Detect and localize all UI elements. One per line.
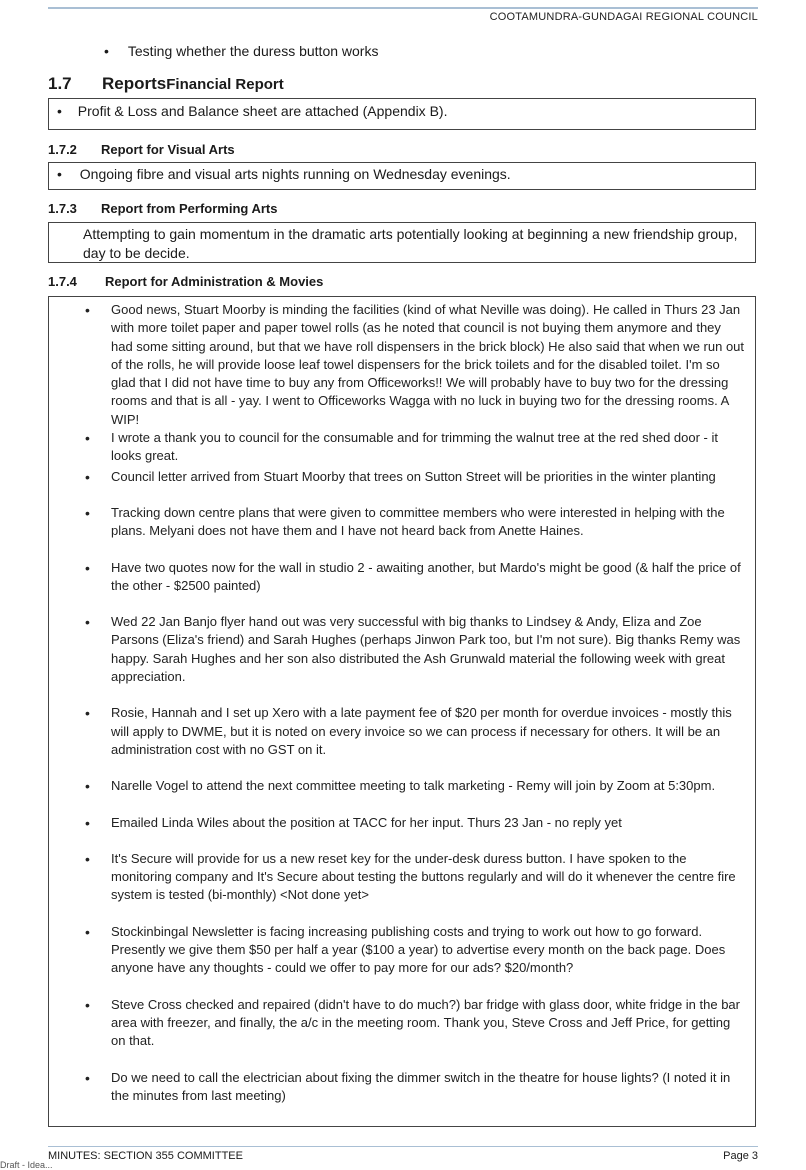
list-item: • Stockinbingal Newsletter is facing increasing publishing costs and trying to work out how to go forward. Presently we give them $50 per half a year ($100 a year) to advertise every month on the back page. Does anyone have any thoughts - could we offer to pay more for our ads? $20/month? <box>49 923 755 978</box>
bullet-icon: • <box>57 103 62 119</box>
list-item: • Have two quotes now for the wall in studio 2 - awaiting another, but Mardo's might be good (& half the price of the other - $2500 painted) <box>49 559 755 596</box>
visual-arts-item <box>49 166 755 182</box>
top-bullet-text: Testing whether the duress button works <box>127 43 379 59</box>
header-rule <box>48 7 758 9</box>
financial-report-item <box>49 103 755 119</box>
page-number: Page 3 <box>723 1150 758 1162</box>
list-item: • Wed 22 Jan Banjo flyer hand out was very successful with big thanks to Lindsey & Andy, Eliza and Zoe Parsons (Eliza's friend) and Sarah Hughes (perhaps Jinwon Park too, but I'm not sure). Big thanks Remy was happy. Sarah Hughes and her son also distributed the Ash Grunwald material the following week with great appreciation. <box>49 613 755 686</box>
section-subtitle: Financial Report <box>166 76 284 93</box>
performing-arts-title: Report from Performing Arts <box>101 201 278 216</box>
visual-arts-heading <box>48 142 235 157</box>
list-item: • It's Secure will provide for us a new reset key for the under-desk duress button. I have spoken to the monitoring company and It's Secure about testing the buttons regularly and will do it whenever the centre fire system is tested (bi-monthly) <Not done yet> <box>49 850 755 905</box>
admin-movies-number: 1.7.4 <box>48 274 77 289</box>
bullet-icon: • <box>104 43 109 59</box>
performing-arts-heading <box>48 201 277 216</box>
section-number: 1.7 <box>48 74 72 93</box>
bullet-icon: • <box>57 166 62 182</box>
list-item: • Council letter arrived from Stuart Moorby that trees on Sutton Street will be priorities in the winter planting <box>49 468 755 486</box>
financial-report-box <box>48 98 756 130</box>
admin-movies-heading <box>48 274 323 289</box>
list-item: • Do we need to call the electrician about fixing the dimmer switch in the theatre for house lights? (I noted it in the minutes from last meeting) <box>49 1069 755 1106</box>
list-item: • Good news, Stuart Moorby is minding the facilities (kind of what Neville was doing). He called in Thurs 23 Jan with more toilet paper and paper towel rolls (as he noted that council is not buying them anymore and they had some sitting around, but that we have roll dispensers in the brick block) He also said that when we run out of the rolls, he will provide loose leaf towel dispensers for the brick toilets and for the disabled toilet. I'm so glad that I did not have time to buy any from Officeworks!! We will probably have to buy two for the dressing rooms and that is all - yay. I went to Officeworks Wagga with no luck in buying two for the dressing rooms. A WIP! <box>49 301 755 429</box>
performing-arts-text: Attempting to gain momentum in the dramatic arts potentially looking at beginning a new friendship group, day to be decide. <box>83 226 738 261</box>
draft-label: Draft - Idea... <box>0 1160 53 1170</box>
list-item: • Tracking down centre plans that were given to committee members who were interested in helping with the plans. Melyani does not have them and I have not heard back from Anette Haines. <box>49 504 755 541</box>
list-item: • Steve Cross checked and repaired (didn't have to do much?) bar fridge with glass door, white fridge in the bar area with freezer, and finally, the a/c in the meeting room. Thank you, Steve Cross and Jeff Price, for getting on that. <box>49 996 755 1051</box>
visual-arts-text: Ongoing fibre and visual arts nights running on Wednesday evenings. <box>79 166 511 182</box>
top-bullet-item <box>104 43 378 59</box>
footer-rule <box>48 1146 758 1147</box>
admin-movies-box <box>48 296 756 1127</box>
section-heading-1-7 <box>48 74 284 94</box>
visual-arts-title: Report for Visual Arts <box>101 142 235 157</box>
list-item: • Emailed Linda Wiles about the position at TACC for her input. Thurs 23 Jan - no reply yet <box>49 814 755 832</box>
admin-movies-list <box>49 301 755 1105</box>
list-item: • I wrote a thank you to council for the consumable and for trimming the walnut tree at the red shed door - it looks great. <box>49 429 755 466</box>
section-title: Reports <box>102 74 167 93</box>
list-item: • Narelle Vogel to attend the next committee meeting to talk marketing - Remy will join by Zoom at 5:30pm. <box>49 777 755 795</box>
performing-arts-number: 1.7.3 <box>48 201 77 216</box>
header-organization: COOTAMUNDRA-GUNDAGAI REGIONAL COUNCIL <box>489 11 758 23</box>
footer-title: MINUTES: SECTION 355 COMMITTEE <box>48 1150 243 1162</box>
visual-arts-box <box>48 162 756 190</box>
financial-report-text: Profit & Loss and Balance sheet are attached (Appendix B). <box>77 103 448 119</box>
admin-movies-title: Report for Administration & Movies <box>105 274 324 289</box>
list-item: • Rosie, Hannah and I set up Xero with a late payment fee of $20 per month for overdue invoices - mostly this will apply to DWME, but it is noted on every invoice so we can process if necessary for others. It will be an administration cost with no GST on it. <box>49 704 755 759</box>
performing-arts-box <box>48 222 756 263</box>
visual-arts-number: 1.7.2 <box>48 142 77 157</box>
